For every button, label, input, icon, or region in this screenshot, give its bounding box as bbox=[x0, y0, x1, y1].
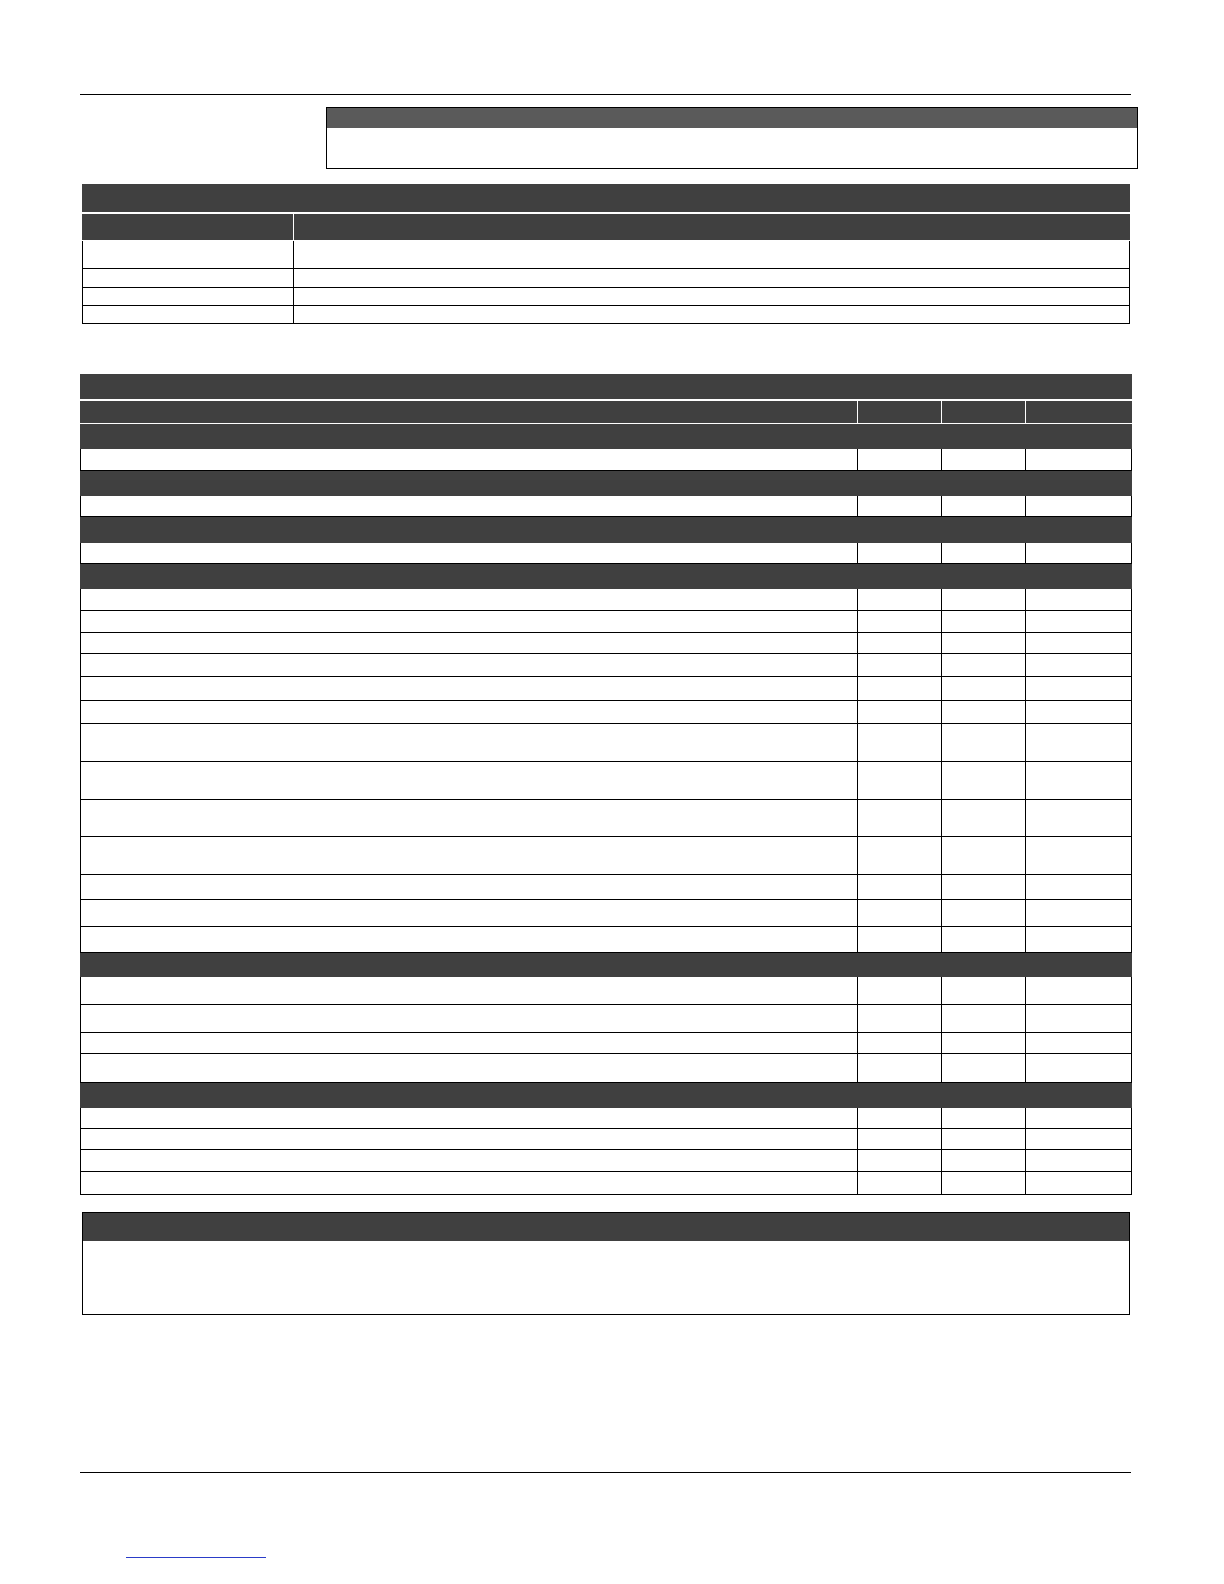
check-cell[interactable] bbox=[1026, 611, 1132, 633]
check-cell[interactable] bbox=[858, 701, 942, 724]
checklist-item bbox=[81, 1129, 858, 1150]
check-cell[interactable] bbox=[1026, 1129, 1132, 1150]
check-cell[interactable] bbox=[858, 633, 942, 654]
checklist-item bbox=[81, 1108, 858, 1129]
section-header bbox=[81, 424, 1132, 449]
check-cell[interactable] bbox=[1026, 1054, 1132, 1083]
check-cell[interactable] bbox=[858, 1005, 942, 1033]
check-cell[interactable] bbox=[858, 875, 942, 900]
checklist-item bbox=[81, 875, 858, 900]
section-header bbox=[81, 471, 1132, 496]
check-cell[interactable] bbox=[942, 496, 1026, 517]
check-cell[interactable] bbox=[942, 837, 1026, 875]
check-cell[interactable] bbox=[858, 654, 942, 677]
check-cell[interactable] bbox=[858, 677, 942, 701]
checklist-header-item bbox=[81, 400, 858, 424]
check-cell[interactable] bbox=[858, 449, 942, 471]
info-table-title-bar bbox=[83, 185, 1130, 213]
checklist-item bbox=[81, 837, 858, 875]
check-cell[interactable] bbox=[942, 1172, 1026, 1195]
check-cell[interactable] bbox=[858, 1129, 942, 1150]
checklist-item bbox=[81, 449, 858, 471]
check-cell[interactable] bbox=[942, 449, 1026, 471]
check-cell[interactable] bbox=[942, 724, 1026, 762]
section-header bbox=[81, 953, 1132, 977]
check-cell[interactable] bbox=[858, 1054, 942, 1083]
section-header bbox=[81, 1083, 1132, 1108]
info-table bbox=[82, 184, 1130, 324]
info-table-header-label bbox=[83, 213, 294, 241]
check-cell[interactable] bbox=[942, 1005, 1026, 1033]
check-cell[interactable] bbox=[1026, 1150, 1132, 1172]
check-cell[interactable] bbox=[942, 900, 1026, 927]
check-cell[interactable] bbox=[1026, 654, 1132, 677]
checklist-item bbox=[81, 1033, 858, 1054]
check-cell[interactable] bbox=[1026, 1033, 1132, 1054]
checklist-item bbox=[81, 977, 858, 1005]
check-cell[interactable] bbox=[942, 677, 1026, 701]
check-cell[interactable] bbox=[858, 724, 942, 762]
checklist-item bbox=[81, 1054, 858, 1083]
checklist-item bbox=[81, 927, 858, 953]
info-field-label bbox=[83, 269, 294, 288]
check-cell[interactable] bbox=[858, 611, 942, 633]
checklist-item bbox=[81, 1172, 858, 1195]
check-cell[interactable] bbox=[1026, 927, 1132, 953]
check-cell[interactable] bbox=[858, 837, 942, 875]
check-cell[interactable] bbox=[1026, 1005, 1132, 1033]
checklist-item bbox=[81, 496, 858, 517]
title-box bbox=[326, 107, 1138, 169]
checklist-title-bar bbox=[81, 375, 1132, 400]
checklist-item bbox=[81, 800, 858, 837]
check-cell[interactable] bbox=[1026, 762, 1132, 800]
section-header bbox=[81, 564, 1132, 589]
check-cell[interactable] bbox=[858, 589, 942, 611]
check-cell[interactable] bbox=[942, 1054, 1026, 1083]
check-cell[interactable] bbox=[858, 762, 942, 800]
check-cell[interactable] bbox=[1026, 977, 1132, 1005]
check-cell[interactable] bbox=[858, 496, 942, 517]
check-cell[interactable] bbox=[858, 1150, 942, 1172]
footer-rule bbox=[80, 1472, 1131, 1473]
check-cell[interactable] bbox=[942, 875, 1026, 900]
checklist-item bbox=[81, 654, 858, 677]
check-cell[interactable] bbox=[942, 1033, 1026, 1054]
header-rule bbox=[80, 94, 1131, 95]
section-header bbox=[81, 517, 1132, 543]
check-cell[interactable] bbox=[942, 633, 1026, 654]
info-field-input[interactable] bbox=[294, 306, 1130, 324]
check-cell[interactable] bbox=[1026, 449, 1132, 471]
checklist-item bbox=[81, 677, 858, 701]
check-cell[interactable] bbox=[942, 927, 1026, 953]
check-cell[interactable] bbox=[1026, 875, 1132, 900]
info-field-input[interactable] bbox=[294, 288, 1130, 306]
title-box-header bbox=[327, 108, 1137, 130]
check-cell[interactable] bbox=[942, 611, 1026, 633]
check-cell[interactable] bbox=[858, 1108, 942, 1129]
check-cell[interactable] bbox=[858, 977, 942, 1005]
info-field-input[interactable] bbox=[294, 269, 1130, 288]
checklist-table bbox=[80, 374, 1132, 1195]
check-cell[interactable] bbox=[942, 800, 1026, 837]
check-cell[interactable] bbox=[1026, 800, 1132, 837]
checklist-item bbox=[81, 1150, 858, 1172]
checklist-header-col-1 bbox=[858, 400, 942, 424]
comments-box bbox=[82, 1212, 1130, 1315]
check-cell[interactable] bbox=[942, 1108, 1026, 1129]
check-cell[interactable] bbox=[858, 800, 942, 837]
check-cell[interactable] bbox=[1026, 837, 1132, 875]
checklist-item bbox=[81, 701, 858, 724]
check-cell[interactable] bbox=[858, 1033, 942, 1054]
check-cell[interactable] bbox=[1026, 633, 1132, 654]
check-cell[interactable] bbox=[1026, 724, 1132, 762]
check-cell[interactable] bbox=[1026, 496, 1132, 517]
check-cell[interactable] bbox=[858, 927, 942, 953]
checklist-item bbox=[81, 589, 858, 611]
check-cell[interactable] bbox=[942, 654, 1026, 677]
checklist-item bbox=[81, 633, 858, 654]
check-cell[interactable] bbox=[1026, 701, 1132, 724]
check-cell[interactable] bbox=[942, 1150, 1026, 1172]
checklist-item bbox=[81, 611, 858, 633]
checklist-header-col-3 bbox=[1026, 400, 1132, 424]
checklist-item bbox=[81, 900, 858, 927]
check-cell[interactable] bbox=[942, 1129, 1026, 1150]
checklist-header-col-2 bbox=[942, 400, 1026, 424]
check-cell[interactable] bbox=[942, 701, 1026, 724]
check-cell[interactable] bbox=[942, 589, 1026, 611]
check-cell[interactable] bbox=[942, 977, 1026, 1005]
check-cell[interactable] bbox=[858, 543, 942, 564]
checklist-item bbox=[81, 762, 858, 800]
check-cell[interactable] bbox=[1026, 900, 1132, 927]
checklist-item bbox=[81, 1005, 858, 1033]
info-field-label bbox=[83, 306, 294, 324]
info-table-header-value bbox=[294, 213, 1130, 241]
check-cell[interactable] bbox=[942, 762, 1026, 800]
check-cell[interactable] bbox=[1026, 677, 1132, 701]
check-cell[interactable] bbox=[858, 1172, 942, 1195]
check-cell[interactable] bbox=[1026, 1172, 1132, 1195]
checklist-item bbox=[81, 724, 858, 762]
check-cell[interactable] bbox=[1026, 543, 1132, 564]
info-field-input[interactable] bbox=[294, 241, 1130, 269]
footer-link-underline[interactable] bbox=[126, 1557, 266, 1558]
check-cell[interactable] bbox=[858, 900, 942, 927]
check-cell[interactable] bbox=[1026, 589, 1132, 611]
info-field-label bbox=[83, 241, 294, 269]
check-cell[interactable] bbox=[942, 543, 1026, 564]
info-field-label bbox=[83, 288, 294, 306]
check-cell[interactable] bbox=[1026, 1108, 1132, 1129]
comments-header bbox=[83, 1213, 1129, 1241]
checklist-item bbox=[81, 543, 858, 564]
